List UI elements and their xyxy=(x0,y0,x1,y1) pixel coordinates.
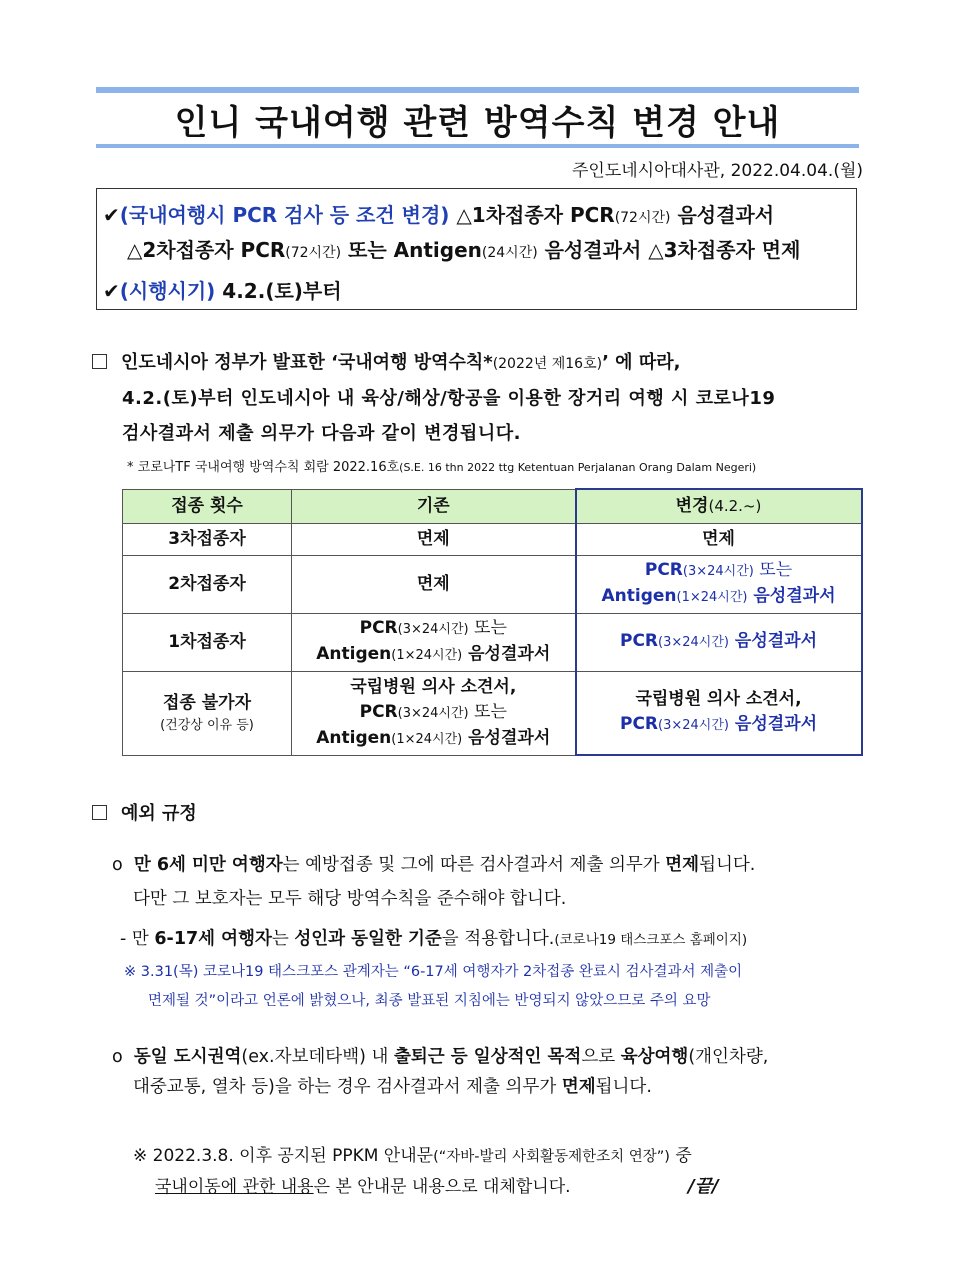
summary-label-change: (국내여행시 PCR 검사 등 조건 변경) xyxy=(119,203,450,227)
check-icon: ✔ xyxy=(103,279,120,303)
cell-before xyxy=(292,671,576,755)
summary-box xyxy=(96,188,857,310)
header-text: 변경 xyxy=(675,495,709,516)
cell-text: 국립병원 의사 소견서, xyxy=(635,689,802,710)
summary-line-2 xyxy=(127,234,800,263)
row-sublabel: (건강상 이유 등) xyxy=(160,717,254,733)
item-text: 됩니다. xyxy=(699,855,756,875)
footer-text: ※ 2022.3.8. 이후 공지된 PPKM 안내문 xyxy=(133,1146,434,1166)
summary-text: △1차접종자 PCR xyxy=(449,203,615,227)
cell-text: 음성결과서 xyxy=(747,586,836,606)
summary-text: (24시간) xyxy=(481,245,538,261)
cell-text: (1×24시간) xyxy=(676,590,748,605)
checkbox-square-icon xyxy=(92,805,107,820)
end-mark: /끝/ xyxy=(688,1176,719,1197)
page-title: 인니 국내여행 관련 방역수칙 변경 안내 xyxy=(174,103,781,143)
cell-before xyxy=(292,613,576,671)
summary-label-date: (시행시기) xyxy=(119,279,216,303)
cell-text: (1×24시간) xyxy=(391,731,463,747)
item-text: 으로 xyxy=(581,1047,621,1067)
item-text: 면제 xyxy=(665,855,700,875)
cell-text: PCR xyxy=(619,714,659,735)
cell-text: 음성결과서 xyxy=(728,714,818,735)
table-header-row xyxy=(123,489,862,523)
dash-marker: - xyxy=(120,929,127,949)
exception-item-1 xyxy=(112,851,755,876)
footer-text: 국내이동에 관한 내용 xyxy=(155,1177,314,1197)
exception-item-2 xyxy=(112,1043,768,1068)
section1-line-1 xyxy=(92,348,680,374)
summary-text: 음성결과서 xyxy=(670,203,775,227)
summary-line-3 xyxy=(103,275,342,304)
item-text: 육상여행 xyxy=(620,1047,689,1067)
cell-text: Antigen xyxy=(601,586,677,606)
item-text: (코로나19 태스크포스 홈페이지) xyxy=(554,932,748,948)
item-text: 대중교통, 열차 등)을 하는 경우 검사결과서 제출 의무가 xyxy=(133,1077,562,1097)
section1-line-3: 검사결과서 제출 의무가 다음과 같이 변경됩니다. xyxy=(122,423,521,444)
rules-table xyxy=(122,488,863,756)
cell-text: 또는 xyxy=(468,618,507,638)
cell-text: 음성결과서 xyxy=(462,727,551,748)
item-text: 만 xyxy=(131,929,155,949)
footer-text: 은 본 안내문 내용으로 대체합니다. xyxy=(313,1177,571,1197)
section1-text: 인도네시아 정부가 발표한 ‘국내여행 방역수칙* xyxy=(121,352,493,373)
row-label-text: 접종 불가자 xyxy=(162,692,252,713)
footnote-text: (S.E. 16 thn 2022 ttg Ketentuan Perjalanan Orang Dalam Negeri) xyxy=(399,461,757,474)
cell-text: (3×24시간) xyxy=(682,564,754,579)
table-row xyxy=(123,523,862,555)
summary-text: 4.2.(토)부터 xyxy=(215,279,342,303)
cell-text: Antigen xyxy=(316,727,392,748)
summary-text: (72시간) xyxy=(614,210,671,226)
section2-title xyxy=(92,799,197,825)
cell-text: 음성결과서 xyxy=(728,631,818,651)
row-label: 3차접종자 xyxy=(123,523,292,555)
section1-text: ’ 에 따라, xyxy=(602,352,681,373)
summary-line-1 xyxy=(103,199,774,228)
item-text: 는 예방접종 및 그에 따른 검사결과서 제출 의무가 xyxy=(282,855,666,875)
section1-line-2: 4.2.(토)부터 인도네시아 내 육상/해상/항공을 이용한 장거리 여행 시 코로나19 xyxy=(122,388,776,409)
bullet-o: o xyxy=(112,855,123,875)
cell-text: (3×24시간) xyxy=(397,622,469,637)
cell-text: (3×24시간) xyxy=(658,718,729,734)
cell-text: PCR xyxy=(644,560,683,580)
title-rule-top xyxy=(96,87,859,93)
row-label: 2차접종자 xyxy=(123,555,292,613)
item-text: (ex.자보데타백) 내 xyxy=(241,1047,394,1067)
bullet-o: o xyxy=(112,1047,123,1067)
cell-text: (3×24시간) xyxy=(658,635,729,650)
cell-text: PCR xyxy=(619,631,659,651)
row-label: 1차접종자 xyxy=(123,613,292,671)
checkbox-square-icon xyxy=(92,354,107,369)
footer-text: (“자바-발리 사회활동제한조치 연장”) xyxy=(433,1149,670,1165)
title-rule-bottom xyxy=(96,144,859,148)
item-text: 성인과 동일한 기준 xyxy=(294,929,442,949)
item-text: 출퇴근 등 일상적인 목적 xyxy=(393,1047,582,1067)
exception-item-2-line-2 xyxy=(133,1073,652,1098)
item-text: 는 xyxy=(271,929,295,949)
table-row xyxy=(123,613,862,671)
header-text: (4.2.~) xyxy=(708,496,762,515)
byline: 주인도네시아대사관, 2022.04.04.(월) xyxy=(571,161,863,181)
table-row xyxy=(123,671,862,755)
warning-line-1: ※ 3.31(목) 코로나19 태스크포스 관계자는 “6-17세 여행자가 2차접종 완료시 검사결과서 제출이 xyxy=(124,964,743,980)
summary-text: 음성결과서 △3차접종자 면제 xyxy=(537,238,801,262)
cell-text: 국립병원 의사 소견서, xyxy=(350,676,517,697)
summary-text: 또는 Antigen xyxy=(341,238,482,262)
item-text: 됩니다. xyxy=(595,1077,652,1097)
footer-line-2 xyxy=(155,1172,571,1197)
cell-after xyxy=(576,613,862,671)
exception-sub-item xyxy=(120,925,747,950)
footer-line-1 xyxy=(133,1141,692,1166)
exception-item-1-line-2: 다만 그 보호자는 모두 해당 방역수칙을 준수해야 합니다. xyxy=(133,889,567,909)
cell-text: PCR xyxy=(359,701,398,722)
header-after xyxy=(576,489,862,523)
cell-text: 또는 xyxy=(753,560,793,580)
table-row xyxy=(123,555,862,613)
footnote-text: * 코로나TF 국내여행 방역수칙 회람 2022.16호 xyxy=(127,460,400,475)
item-text: 을 적용합니다. xyxy=(441,929,555,949)
cell-after xyxy=(576,671,862,755)
section2-title-text: 예외 규정 xyxy=(121,803,197,824)
header-vaccination: 접종 횟수 xyxy=(123,489,292,523)
cell-text: (1×24시간) xyxy=(391,648,463,663)
item-text: (개인차량, xyxy=(688,1047,769,1067)
cell-text: 음성결과서 xyxy=(462,644,551,664)
cell-text: (3×24시간) xyxy=(397,705,469,721)
header-before: 기존 xyxy=(292,489,576,523)
row-label xyxy=(123,671,292,755)
summary-text: △2차접종자 PCR xyxy=(127,238,286,262)
item-text: 동일 도시권역 xyxy=(133,1047,242,1067)
section1-text: (2022년 제16호) xyxy=(492,356,603,372)
cell-text: Antigen xyxy=(316,644,392,664)
cell-after: 면제 xyxy=(576,523,862,555)
footer-text: 중 xyxy=(669,1146,692,1166)
item-text: 면제 xyxy=(561,1077,596,1097)
cell-text: 또는 xyxy=(468,701,507,722)
cell-before: 면제 xyxy=(292,555,576,613)
cell-text: PCR xyxy=(359,618,398,638)
cell-after xyxy=(576,555,862,613)
item-text: 만 6세 미만 여행자 xyxy=(133,855,283,875)
section1-footnote xyxy=(127,456,756,475)
summary-text: (72시간) xyxy=(285,245,342,261)
warning-line-2: 면제될 것”이라고 언론에 밝혔으나, 최종 발표된 지침에는 반영되지 않았으므로 주의 요망 xyxy=(148,993,711,1009)
cell-before: 면제 xyxy=(292,523,576,555)
check-icon: ✔ xyxy=(103,203,120,227)
item-text: 6-17세 여행자 xyxy=(154,929,272,949)
